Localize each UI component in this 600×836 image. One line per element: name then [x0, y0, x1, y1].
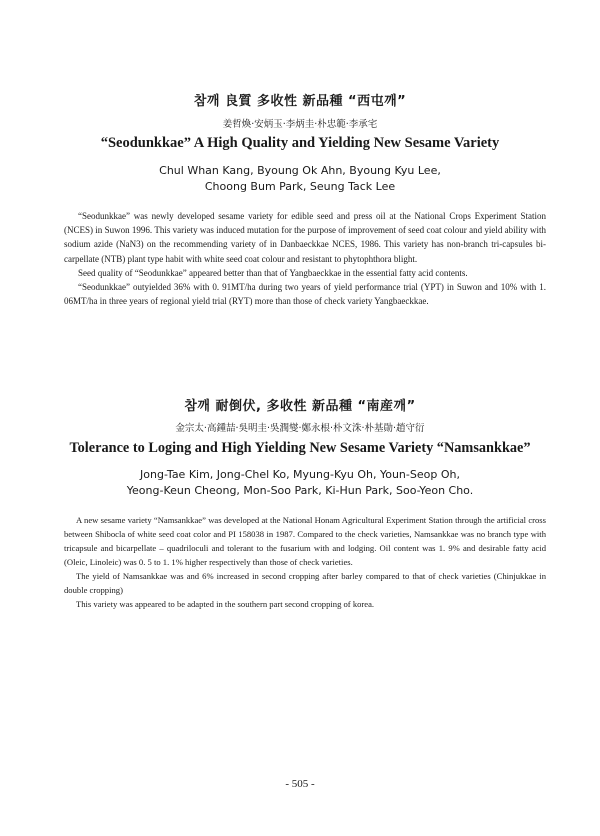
article1-abstract-p3: “Seodunkkae” outyielded 36% with 0. 91MT/ha during two years of yield performance trial (YPT) in Suwon and 10% with 1. 06MT/ha in three years of regional yield trial (RYT) more than those of check variety Yangbaeckkae.: [64, 282, 546, 307]
article2-abstract-p3: This variety was appeared to be adapted in the southern part second cropping of korea.: [76, 599, 375, 609]
article1-korean-authors: 姜哲煥·安炳玉·李炳圭·朴忠範·李承宅: [222, 119, 378, 130]
article1-authors-line1: Chul Whan Kang, Byoung Ok Ahn, Byoung Kyu Lee,: [159, 164, 441, 177]
article2-english-authors: [0, 467, 600, 499]
article2-korean-authors: 金宗太·高鍾喆·吳明圭·吳潤燮·鄭永根·朴文洙·朴基勛·趙守衍: [175, 423, 425, 434]
article2-abstract-p1: A new sesame variety “Namsankkae” was developed at the National Honam Agricultural Experiment Station through the artificial cross between Shibocla of white seed coat color and PI 158038 in 1987. Compared to the check varieties, Namsankkae was no branch type with tricapsule and bicarpellate – quadriloculi and tolerant to the fusarium with and lodging. Oil content was 1. 9% and desirable fatty acid (Oleic, Linoleic) was 0. 5 to 1. 1% higher respectively than those of check varieties.: [64, 515, 546, 567]
article1-abstract-p2: Seed quality of “Seodunkkae” appeared better than that of Yangbaeckkae in the essential fatty acid contents.: [78, 267, 468, 278]
article1-abstract-p1: “Seodunkkae” was newly developed sesame variety for edible seed and press oil at the National Crops Experiment Station (NCES) in Suwon 1996. This variety was induced mutation for the purpose of improvement of seed coat colour and yield ability with sodium azide (NaN3) on the recommending variety of in Danbaeckkae NCES, 1986. This variety has non-branch tri-capsules bi-carpellate (NTB) plant type habit with white seed coat colour and resistant to phytophthora blight.: [64, 211, 546, 264]
article1-authors-line2: Choong Bum Park, Seung Tack Lee: [204, 180, 396, 193]
article1-korean-title: 참깨 良質 多收性 新品種 “西屯깨”: [193, 94, 407, 109]
article2-authors-line2: Yeong-Keun Cheong, Mon-Soo Park, Ki-Hun Park, Soo-Yeon Cho.: [126, 484, 474, 497]
article1-english-title: “Seodunkkae” A High Quality and Yielding New Sesame Variety: [100, 135, 500, 151]
article1-abstract: [64, 209, 546, 308]
page-number: - 505 -: [285, 778, 315, 790]
article1-english-authors: [0, 163, 600, 195]
article2-abstract: [64, 513, 546, 611]
article2-korean-title: 참깨 耐倒伏, 多收性 新品種 “南産깨”: [184, 399, 416, 414]
article2-english-title: Tolerance to Loging and High Yielding New Sesame Variety “Namsankkae”: [69, 440, 531, 456]
article2-abstract-p2: The yield of Namsankkae was and 6% increased in second cropping after barley compared to that of check varieties (Chinjukkae in double cropping): [64, 571, 546, 595]
article2-authors-line1: Jong-Tae Kim, Jong-Chel Ko, Myung-Kyu Oh, Youn-Seop Oh,: [140, 468, 460, 481]
